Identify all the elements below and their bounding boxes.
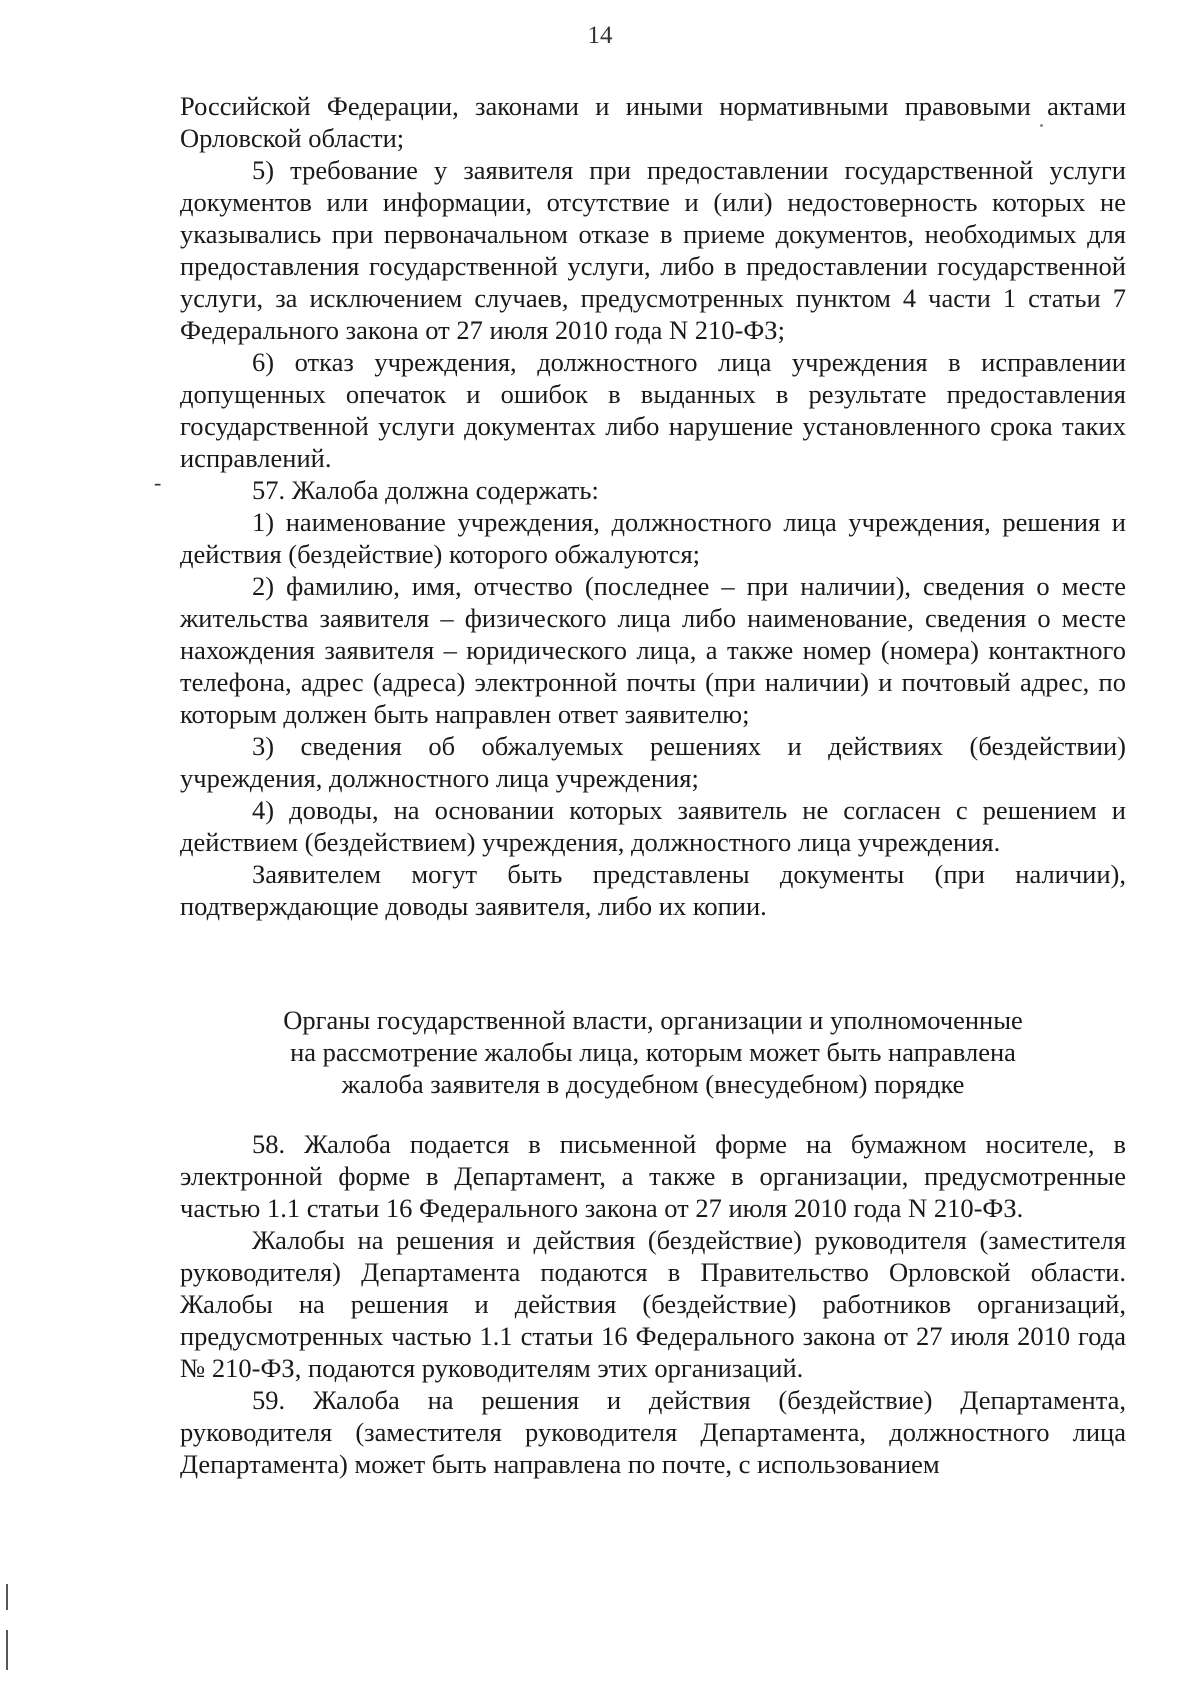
scan-edge-mark: [6, 1584, 8, 1610]
section-heading-line: Органы государственной власти, организации и уполномоченные: [283, 1005, 1023, 1035]
page-number: 14: [587, 22, 613, 49]
section-heading-line: на рассмотрение жалобы лица, которым может быть направлена: [290, 1037, 1016, 1067]
paragraph-continuation: Российской Федерации, законами и иными нормативными правовыми актами Орловской области;: [180, 91, 1126, 153]
paragraph-clause-57: 57. Жалоба должна содержать:: [252, 475, 599, 505]
paragraph-item-5: 5) требование у заявителя при предоставлении государственной услуги документов или информации, отсутствие и (или) недостоверность которых не указывались при первоначальном отказе в приеме документов, необходимых для предоставления государственной услуги, либо в предоставлении государственной услуги, за исключением случаев, предусмотренных пунктом 4 части 1 статьи 7 Федерального закона от 27 июля 2010 года N 210-ФЗ;: [180, 155, 1126, 345]
paragraph-58-complaints: Жалобы на решения и действия (бездействие) руководителя (заместителя руководителя) Департамента подаются в Правительство Орловской области. Жалобы на решения и действия (бездействие) работников организаций, предусмотренных частью 1.1 статьи 16 Федерального закона от 27 июля 2010 года № 210-ФЗ, подаются руководителям этих организаций.: [180, 1225, 1126, 1383]
margin-mark: -: [154, 470, 162, 495]
paragraph-57-item-2: 2) фамилию, имя, отчество (последнее – при наличии), сведения о месте жительства заявителя – физического лица либо наименование, сведения о месте нахождения заявителя – юридического лица, а также номер (номера) контактного телефона, адрес (адреса) электронной почты (при наличии) и почтовый адрес, по которым должен быть направлен ответ заявителю;: [180, 571, 1126, 729]
scan-edge-mark: [6, 1630, 8, 1670]
paragraph-57-item-1: 1) наименование учреждения, должностного лица учреждения, решения и действия (бездействие) которого обжалуются;: [180, 507, 1126, 569]
section-heading: [180, 1004, 1126, 1100]
body-text-top: [180, 90, 1126, 922]
section-heading-line: жалоба заявителя в досудебном (внесудебном) порядке: [341, 1069, 965, 1099]
paragraph-clause-58: 58. Жалоба подается в письменной форме на бумажном носителе, в электронной форме в Департамент, а также в организации, предусмотренные частью 1.1 статьи 16 Федерального закона от 27 июля 2010 года N 210-ФЗ.: [180, 1129, 1126, 1223]
body-text-bottom: [180, 1128, 1126, 1480]
paragraph-item-6: 6) отказ учреждения, должностного лица учреждения в исправлении допущенных опечаток и ошибок в выданных в результате предоставления государственной услуги документах либо нарушение установленного срока таких исправлений.: [180, 347, 1126, 473]
paragraph-57-item-3: 3) сведения об обжалуемых решениях и действиях (бездействии) учреждения, должностного лица учреждения;: [180, 731, 1126, 793]
paragraph-clause-59: 59. Жалоба на решения и действия (бездействие) Департамента, руководителя (заместителя руководителя Департамента, должностного лица Департамента) может быть направлена по почте, с использованием: [180, 1385, 1126, 1479]
paragraph-57-item-4: 4) доводы, на основании которых заявитель не согласен с решением и действием (бездействием) учреждения, должностного лица учреждения.: [180, 795, 1126, 857]
paragraph-57-note: Заявителем могут быть представлены документы (при наличии), подтверждающие доводы заявителя, либо их копии.: [180, 859, 1126, 921]
